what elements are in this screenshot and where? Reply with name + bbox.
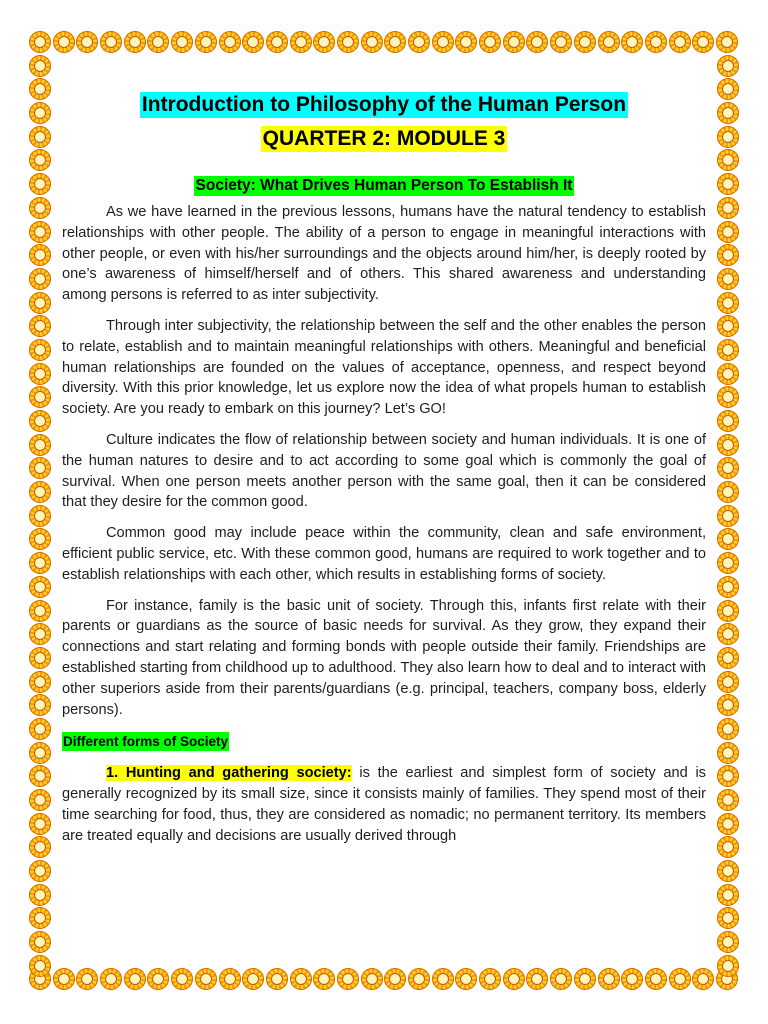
sunflower-icon	[290, 968, 312, 990]
sunflower-icon	[29, 173, 51, 195]
sunflower-icon	[29, 600, 51, 622]
sunflower-icon	[717, 742, 739, 764]
sunflower-icon	[717, 813, 739, 835]
sunflower-icon	[29, 386, 51, 408]
sunflower-icon	[147, 31, 169, 53]
sunflower-icon	[717, 647, 739, 669]
sunflower-icon	[29, 884, 51, 906]
sunflower-icon	[29, 813, 51, 835]
sunflower-icon	[479, 968, 501, 990]
sunflower-icon	[717, 173, 739, 195]
paragraph: Through inter subjectivity, the relationship between the self and the other enables the person to relate, establish and to maintain meaningful relationships with others. Meaningful and beneficial human relationships are founded on the values of acceptance, openness, and respect beyond diversity. With this prior knowledge, let us explore now the idea of what propels human to establish society. Are you ready to embark on this journey? Let’s GO!	[62, 317, 706, 418]
sunflower-icon	[717, 268, 739, 290]
sunflower-icon	[337, 31, 359, 53]
sunflower-icon	[171, 31, 193, 53]
sunflower-icon	[29, 789, 51, 811]
sunflower-icon	[717, 860, 739, 882]
sunflower-icon	[717, 78, 739, 100]
hunting-gathering-label: 1. Hunting and gathering society:	[106, 765, 352, 782]
section-heading: Society: What Drives Human Person To Establish It	[195, 177, 573, 194]
sunflower-icon	[692, 968, 714, 990]
sunflower-icon	[717, 600, 739, 622]
sunflower-icon	[29, 623, 51, 645]
sunflower-icon	[29, 149, 51, 171]
sunflower-icon	[29, 552, 51, 574]
sunflower-icon	[313, 31, 335, 53]
sunflower-icon	[384, 31, 406, 53]
sunflower-icon	[717, 457, 739, 479]
sunflower-icon	[384, 968, 406, 990]
sunflower-icon	[717, 292, 739, 314]
document-title: Introduction to Philosophy of the Human Person	[141, 93, 627, 116]
sunflower-icon	[219, 968, 241, 990]
sunflower-icon	[29, 221, 51, 243]
sunflower-icon	[717, 528, 739, 550]
sunflower-icon	[432, 31, 454, 53]
sunflower-icon	[717, 386, 739, 408]
sunflower-icon	[669, 968, 691, 990]
forms-of-society-heading: Different forms of Society	[63, 734, 229, 750]
sunflower-icon	[29, 907, 51, 929]
sunflower-icon	[479, 31, 501, 53]
sunflower-icon	[29, 434, 51, 456]
sunflower-icon	[455, 968, 477, 990]
sunflower-icon	[29, 481, 51, 503]
paragraph: As we have learned in the previous lessons, humans have the natural tendency to establish relationships with other people. The ability of a person to engage in meaningful interactions with other people, or even with his/her surroundings and the objects around him/her, is deeply rooted by one’s awareness of himself/herself and of others. This shared awareness and understanding among persons is referred to as inter subjectivity.	[62, 204, 706, 304]
sunflower-icon	[598, 968, 620, 990]
sunflower-icon	[717, 623, 739, 645]
sunflower-icon	[29, 268, 51, 290]
sunflower-icon	[717, 789, 739, 811]
sunflower-icon	[171, 968, 193, 990]
paragraph: Culture indicates the flow of relationship between society and human individuals. It is one of the human natures to desire and to act according to some goal which is commonly the goal of survival. When one person meets another person with the same goal, then it can be considered that they desire for the common good.	[62, 431, 706, 511]
sunflower-icon	[717, 955, 739, 977]
sunflower-icon	[195, 31, 217, 53]
sunflower-icon	[408, 968, 430, 990]
sunflower-icon	[29, 339, 51, 361]
sunflower-icon	[621, 968, 643, 990]
sunflower-icon	[717, 339, 739, 361]
sunflower-icon	[550, 31, 572, 53]
sunflower-icon	[717, 102, 739, 124]
sunflower-icon	[29, 694, 51, 716]
sunflower-icon	[29, 955, 51, 977]
sunflower-icon	[645, 31, 667, 53]
sunflower-icon	[598, 31, 620, 53]
sunflower-icon	[717, 481, 739, 503]
sunflower-icon	[242, 31, 264, 53]
sunflower-icon	[313, 968, 335, 990]
sunflower-icon	[29, 292, 51, 314]
sunflower-icon	[717, 765, 739, 787]
sunflower-icon	[669, 31, 691, 53]
sunflower-icon	[100, 968, 122, 990]
sunflower-icon	[574, 968, 596, 990]
sunflower-icon	[503, 31, 525, 53]
sunflower-icon	[717, 315, 739, 337]
sunflower-icon	[717, 363, 739, 385]
sunflower-icon	[361, 968, 383, 990]
border-top	[29, 31, 738, 53]
sunflower-icon	[717, 836, 739, 858]
sunflower-icon	[195, 968, 217, 990]
sunflower-icon	[717, 244, 739, 266]
sunflower-icon	[621, 31, 643, 53]
sunflower-icon	[717, 197, 739, 219]
sunflower-icon	[717, 671, 739, 693]
paragraph: Common good may include peace within the community, clean and safe environment, efficient public service, etc. With these common good, humans are required to work together and to establish relationships with each other, which results in establishing forms of society.	[62, 525, 706, 583]
sunflower-icon	[717, 126, 739, 148]
sunflower-icon	[29, 671, 51, 693]
sunflower-icon	[29, 102, 51, 124]
sunflower-icon	[124, 968, 146, 990]
sunflower-icon	[645, 968, 667, 990]
sunflower-icon	[692, 31, 714, 53]
sunflower-icon	[219, 31, 241, 53]
sunflower-icon	[29, 126, 51, 148]
sunflower-icon	[717, 931, 739, 953]
sunflower-icon	[29, 505, 51, 527]
paragraph: For instance, family is the basic unit of society. Through this, infants first relate with their parents or guardians as the source of basic needs for survival. As they grow, they expand their connections and start relating and forming bonds with people outside their family. Friendships are established starting from childhood up to adulthood. They also learn how to deal and to interact with other superiors aside from their parents/guardians (e.g. principal, teachers, company boss, elderly persons).	[62, 597, 706, 718]
sunflower-icon	[29, 244, 51, 266]
sunflower-icon	[53, 31, 75, 53]
sunflower-icon	[29, 363, 51, 385]
sunflower-icon	[526, 31, 548, 53]
sunflower-icon	[29, 718, 51, 740]
sunflower-icon	[717, 884, 739, 906]
sunflower-icon	[361, 31, 383, 53]
border-right	[717, 55, 739, 977]
hunting-gathering-text: is the earliest and simplest form of society and is generally recognized by its small size, since it consists mainly of families. They spend most of their time searching for food, thus, they are considered as nomadic; no permanent territory. Its members are treated equally and decisions are usually derived through	[62, 765, 706, 844]
sunflower-icon	[29, 576, 51, 598]
sunflower-icon	[550, 968, 572, 990]
sunflower-icon	[503, 968, 525, 990]
sunflower-icon	[717, 221, 739, 243]
sunflower-icon	[290, 31, 312, 53]
sunflower-icon	[76, 968, 98, 990]
sunflower-icon	[717, 552, 739, 574]
sunflower-icon	[29, 78, 51, 100]
module-title: QUARTER 2: MODULE 3	[262, 127, 506, 150]
sunflower-icon	[76, 31, 98, 53]
border-bottom	[29, 968, 738, 990]
sunflower-icon	[574, 31, 596, 53]
sunflower-icon	[29, 528, 51, 550]
sunflower-icon	[337, 968, 359, 990]
sunflower-icon	[717, 505, 739, 527]
sunflower-icon	[29, 742, 51, 764]
sunflower-icon	[100, 31, 122, 53]
sunflower-icon	[717, 149, 739, 171]
sunflower-icon	[266, 968, 288, 990]
sunflower-icon	[29, 860, 51, 882]
sunflower-icon	[29, 197, 51, 219]
sunflower-icon	[147, 968, 169, 990]
sunflower-icon	[717, 907, 739, 929]
sunflower-icon	[29, 765, 51, 787]
sunflower-icon	[408, 31, 430, 53]
sunflower-icon	[29, 931, 51, 953]
sunflower-icon	[717, 55, 739, 77]
sunflower-icon	[29, 55, 51, 77]
sunflower-icon	[29, 315, 51, 337]
sunflower-icon	[242, 968, 264, 990]
sunflower-icon	[29, 836, 51, 858]
sunflower-icon	[29, 647, 51, 669]
sunflower-icon	[717, 410, 739, 432]
sunflower-icon	[455, 31, 477, 53]
sunflower-icon	[124, 31, 146, 53]
sunflower-icon	[29, 410, 51, 432]
sunflower-icon	[266, 31, 288, 53]
border-left	[29, 55, 51, 977]
sunflower-icon	[717, 576, 739, 598]
sunflower-icon	[717, 718, 739, 740]
paragraph-hunting-gathering	[62, 763, 706, 846]
sunflower-icon	[53, 968, 75, 990]
sunflower-icon	[716, 31, 738, 53]
sunflower-icon	[29, 457, 51, 479]
sunflower-icon	[526, 968, 548, 990]
sunflower-icon	[717, 434, 739, 456]
sunflower-icon	[29, 31, 51, 53]
document-body	[62, 92, 706, 857]
sunflower-icon	[717, 694, 739, 716]
sunflower-icon	[432, 968, 454, 990]
